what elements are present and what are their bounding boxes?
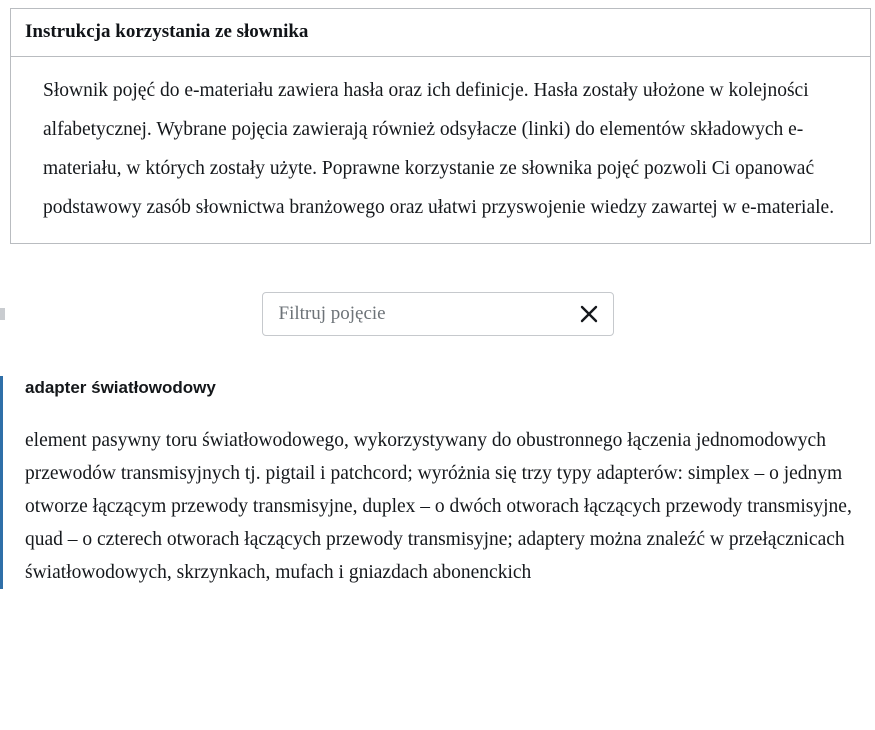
instruction-body-text: Słownik pojęć do e-materiału zawiera hasła oraz ich definicje. Hasła zostały ułożone w kolejności alfabetycznej. Wybrane pojęcia zawierają również odsyłacze (linki) do elementów składowych e-materiału, w których zostały użyte. Poprawne korzystanie ze słownika pojęć pozwoli Ci opanować podstawowy zasób słownictwa branżowego oraz ułatwi przyswojenie wiedzy zawartej w e-materiale. xyxy=(43,79,835,218)
scroll-marker xyxy=(0,308,5,320)
close-icon-glyph xyxy=(577,302,601,326)
search-input[interactable] xyxy=(263,293,613,335)
filter-row xyxy=(0,292,875,336)
glossary-term: adapter światłowodowy xyxy=(25,377,216,397)
filter-field[interactable] xyxy=(262,292,614,336)
close-icon[interactable] xyxy=(575,300,603,328)
instruction-panel xyxy=(10,8,871,244)
glossary-page xyxy=(0,8,875,730)
glossary-entry xyxy=(0,376,875,589)
glossary-definition: element pasywny toru światłowodowego, wykorzystywany do obustronnego łączenia jednomodowych przewodów transmisyjnych tj. pigtail i patchcord; wyróżnia się trzy typy adapterów: simplex – o jednym otworze łączącym przewody transmisyjne, duplex – o dwóch otworach łączących przewody transmisyjne, quad – o czterech otworach łączących przewody transmisyjne; adaptery można znaleźć w przełącznicach światłowodowych, skrzynkach, mufach i gniazdach abonenckich xyxy=(25,430,852,584)
instruction-title: Instrukcja korzystania ze słownika xyxy=(11,9,870,57)
